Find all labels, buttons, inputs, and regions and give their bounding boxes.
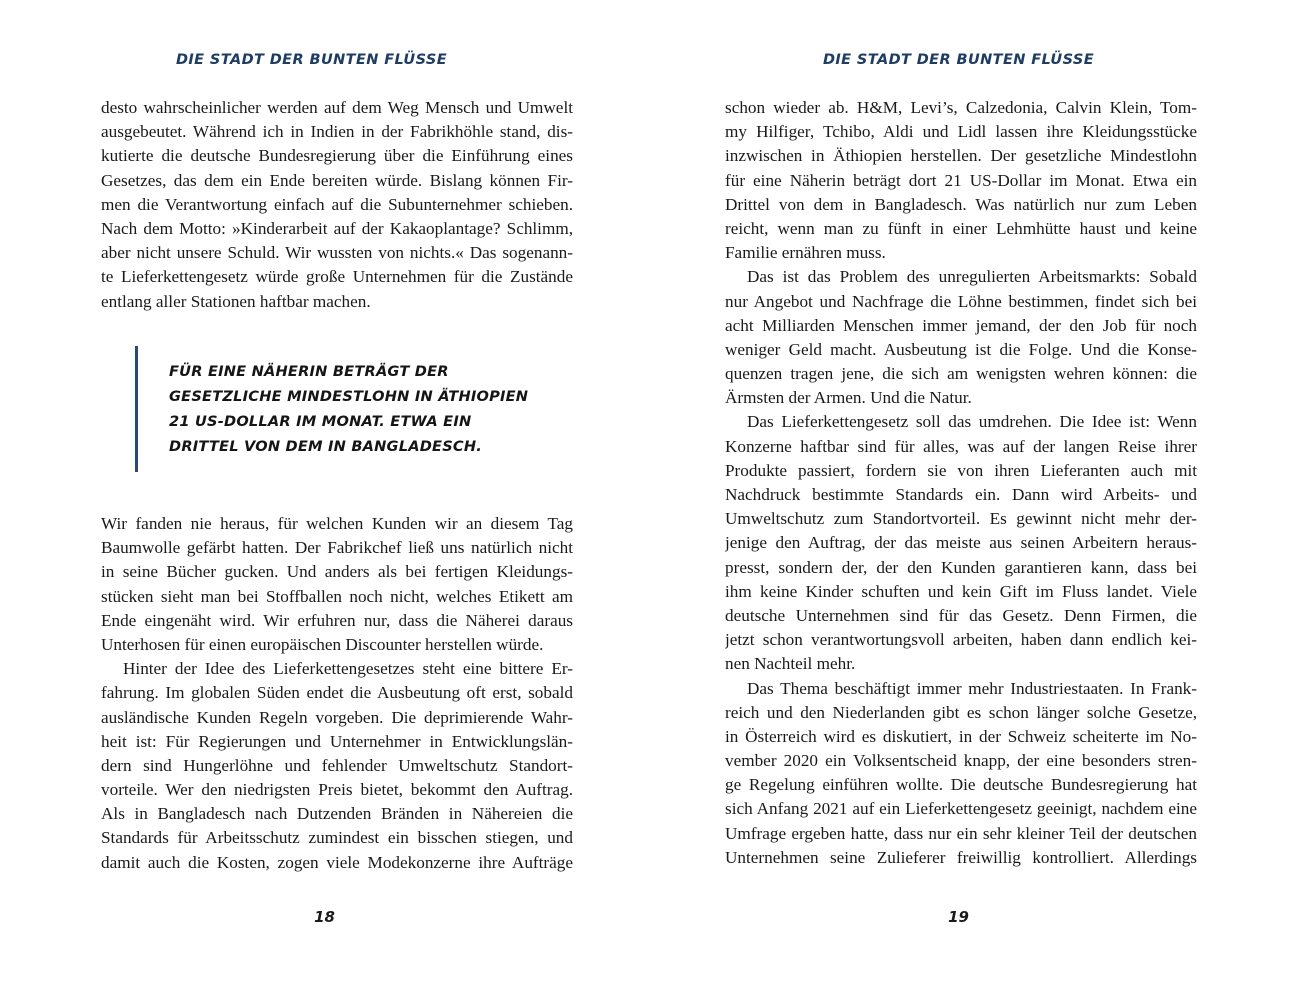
text-line: acht Milliarden Menschen immer jemand, der den Job für noch bbox=[725, 315, 1197, 335]
paragraph bbox=[725, 96, 1197, 870]
text-line: Standards für Arbeitsschutz zumindest ein bisschen stiegen, und bbox=[101, 828, 573, 848]
text-line: Wir fanden nie heraus, für welchen Kunden wir an diesem Tag bbox=[101, 514, 573, 533]
text-line: Als in Bangladesch nach Dutzenden Bränden in Nähereien die bbox=[101, 804, 573, 824]
right-page bbox=[647, 0, 1294, 1000]
text-line: deutsche Unternehmen sind für das Gesetz. Denn Firmen, die bbox=[725, 605, 1197, 625]
text-line: Gesetzes, das dem ein Ende bereiten würde. Bislang können Fir- bbox=[101, 170, 573, 190]
running-head: DIE STADT DER BUNTEN FLÜSSE bbox=[822, 52, 1095, 68]
page-number: 19 bbox=[948, 908, 969, 926]
text-line: schon wieder ab. H&M, Levi’s, Calzedonia, Calvin Klein, Tom- bbox=[725, 98, 1197, 117]
text-line: in seine Bücher gucken. Und anders als bei fertigen Kleidungs- bbox=[101, 562, 573, 582]
text-line: ausgebeutet. Während ich in Indien in der Fabrikhöhle stand, dis- bbox=[101, 122, 573, 142]
text-line: Umweltschutz zum Standortvorteil. Es gewinnt nicht mehr der- bbox=[725, 509, 1197, 529]
text-line: weniger Geld macht. Ausbeutung ist die Folge. Und die Konse- bbox=[725, 339, 1197, 359]
text-line: men die Verantwortung einfach auf die Subunternehmer schieben. bbox=[101, 194, 573, 214]
page-number: 18 bbox=[314, 908, 335, 926]
pullquote-line: FÜR EINE NÄHERIN BETRÄGT DER bbox=[169, 363, 449, 380]
text-line: Ende eingenäht wird. Wir erfuhren nur, dass die Näherei daraus bbox=[101, 610, 573, 630]
pullquote bbox=[135, 346, 558, 472]
text-line: ihm keine Kinder schuften und kein Gift im Fluss landet. Viele bbox=[725, 581, 1197, 601]
text-line: Drittel von dem in Bangladesch. Was natürlich nur zum Leben bbox=[725, 194, 1197, 214]
pullquote-text bbox=[169, 359, 528, 459]
text-line: Nachdruck bestimmte Standards ein. Dann wird Arbeits- und bbox=[725, 485, 1197, 504]
text-line: Das Lieferkettengesetz soll das umdrehen. Die Idee ist: Wenn bbox=[747, 412, 1197, 432]
text-line: sich Anfang 2021 auf ein Lieferkettengesetz geeinigt, nachdem eine bbox=[725, 799, 1197, 819]
text-line: reicht, wenn man zu fünft in einer Lehmhütte haust und keine bbox=[725, 218, 1197, 238]
text-line: entlang aller Stationen haftbar machen. bbox=[101, 291, 371, 311]
text-line: vember 2020 ein Volksentscheid knapp, der eine besonders stren- bbox=[725, 751, 1197, 771]
paragraph bbox=[101, 512, 573, 875]
text-line: nen Nachteil mehr. bbox=[725, 654, 856, 674]
text-line: jenige den Auftrag, der das meiste aus seinen Arbeitern heraus- bbox=[725, 533, 1197, 553]
text-line: presst, sondern der, der den Kunden garantieren kann, dass bei bbox=[725, 557, 1197, 577]
left-page bbox=[0, 0, 647, 1000]
text-line: in Österreich wird es diskutiert, in der Schweiz scheiterte im No- bbox=[725, 726, 1197, 746]
text-line: Hinter der Idee des Lieferkettengesetzes steht eine bittere Er- bbox=[123, 659, 573, 679]
text-line: jetzt schon verantwortungsvoll arbeiten, haben dann endlich kei- bbox=[725, 630, 1197, 650]
pullquote-line: GESETZLICHE MINDESTLOHN IN ÄTHIOPIEN bbox=[169, 388, 529, 405]
text-line: my Hilfiger, Tchibo, Aldi und Lidl lassen ihre Kleidungsstücke bbox=[725, 122, 1197, 142]
text-line: heit ist: Für Regierungen und Unternehmer in Entwicklungslän- bbox=[101, 731, 573, 751]
text-line: Produkte passiert, fordern sie von ihren Lieferanten auch mit bbox=[725, 460, 1197, 480]
text-line: nur Angebot und Nachfrage die Löhne bestimmen, findet sich bei bbox=[725, 291, 1197, 311]
text-line: quenzen tragen jene, die sich am wenigsten wehren können: die bbox=[725, 364, 1197, 384]
text-line: stücken sieht man bei Stoffballen noch nicht, welches Etikett am bbox=[101, 586, 573, 606]
text-line: Das Thema beschäftigt immer mehr Industriestaaten. In Frank- bbox=[747, 678, 1197, 698]
text-line: Konzerne haftbar sind für alles, was auf der langen Reise ihrer bbox=[725, 436, 1197, 456]
pullquote-line: 21 US-DOLLAR IM MONAT. ETWA EIN bbox=[169, 413, 472, 430]
text-line: Nach dem Motto: »Kinderarbeit auf der Kakaoplantage? Schlimm, bbox=[101, 218, 573, 238]
text-line: Baumwolle gefärbt hatten. Der Fabrikchef ließ uns natürlich nicht bbox=[101, 538, 573, 558]
text-line: ge Regelung einführen wollte. Die deutsche Bundesregierung hat bbox=[725, 775, 1197, 795]
text-line: dern sind Hungerlöhne und fehlender Umweltschutz Standort- bbox=[101, 755, 573, 775]
text-line: aber nicht unsere Schuld. Wir wussten von nichts.« Das sogenann- bbox=[101, 243, 573, 263]
text-line: Umfrage ergeben hatte, dass nur ein sehr kleiner Teil der deutschen bbox=[725, 823, 1197, 843]
text-line: für eine Näherin beträgt dort 21 US-Dollar im Monat. Etwa ein bbox=[725, 170, 1197, 190]
pullquote-line: DRITTEL VON DEM IN BANGLADESCH. bbox=[169, 438, 482, 455]
text-line: reich und den Niederlanden gibt es schon länger solche Gesetze, bbox=[725, 702, 1197, 722]
text-line: vorteile. Wer den niedrigsten Preis bietet, bekommt den Auftrag. bbox=[101, 780, 573, 800]
text-line: damit auch die Kosten, zogen viele Modekonzerne ihre Aufträge bbox=[101, 852, 573, 872]
running-head: DIE STADT DER BUNTEN FLÜSSE bbox=[175, 52, 448, 68]
text-line: Unterhosen für einen europäischen Discounter herstellen würde. bbox=[101, 634, 544, 654]
text-line: desto wahrscheinlicher werden auf dem Weg Mensch und Umwelt bbox=[101, 98, 573, 117]
text-line: Das ist das Problem des unregulierten Arbeitsmarkts: Sobald bbox=[747, 267, 1197, 287]
text-line: Familie ernähren muss. bbox=[725, 243, 886, 263]
text-line: kutierte die deutsche Bundesregierung über die Einführung eines bbox=[101, 146, 573, 166]
text-line: Unternehmen seine Zulieferer freiwillig kontrolliert. Allerdings bbox=[725, 847, 1197, 867]
paragraph bbox=[101, 96, 573, 314]
text-line: te Lieferkettengesetz würde große Unternehmen für die Zustände bbox=[101, 267, 573, 287]
text-line: fahrung. Im globalen Süden endet die Ausbeutung oft erst, sobald bbox=[101, 683, 573, 703]
text-line: inzwischen in Äthiopien herstellen. Der gesetzliche Mindestlohn bbox=[725, 146, 1197, 166]
text-line: Ärmsten der Armen. Und die Natur. bbox=[725, 388, 972, 408]
text-line: ausländische Kunden Regeln vorgeben. Die deprimierende Wahr- bbox=[101, 707, 573, 727]
